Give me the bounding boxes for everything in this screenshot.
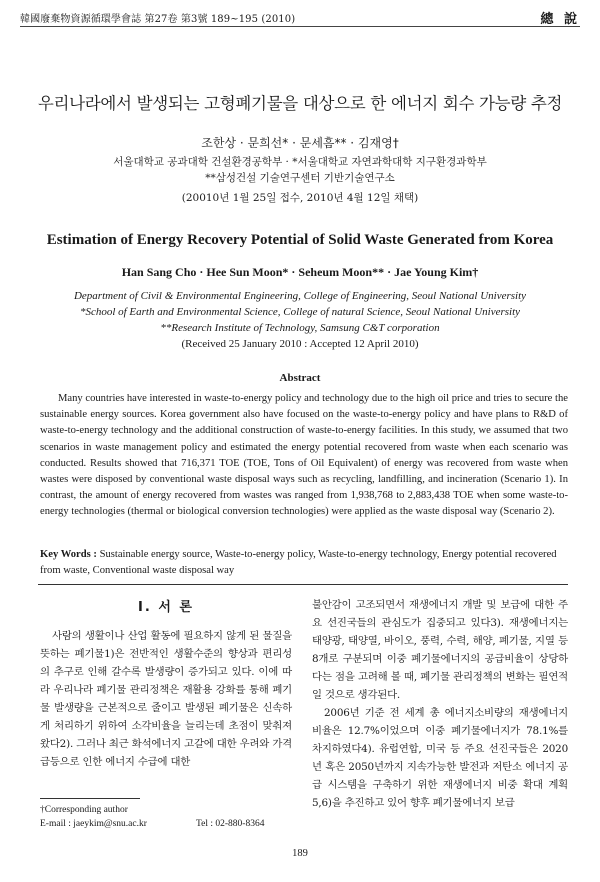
korean-title: 우리나라에서 발생되는 고형폐기물을 대상으로 한 에너지 회수 가능량 추정 — [37, 94, 563, 113]
korean-affiliation-1: 서울대학교 공과대학 건설환경공학부 · *서울대학교 자연과학대학 지구환경과학부 — [113, 156, 487, 168]
english-affiliation-3: **Research Institute of Technology, Samsung C&T corporation — [160, 322, 440, 334]
intro-paragraph-2: 불안감이 고조되면서 재생에너지 개발 및 보급에 대한 주요 선진국들의 관심도가 집중되고 있다3). 재생에너지는 태양광, 태양열, 바이오, 풍력, 수력, 해양, 폐기물, 지열 등 8개로 구분되며 이중 폐기물에너지의 공급비율이 상당하다는 점을 고려해 볼 때, 폐기물 관리정책의 변화는 필연적일 것으로 생각된다. — [312, 599, 568, 701]
korean-received-date: (20010년 1월 25일 접수, 2010년 4월 12일 채택) — [181, 192, 419, 204]
english-received-date: (Received 25 January 2010 : Accepted 12 April 2010) — [181, 338, 419, 350]
running-header — [20, 8, 580, 27]
page-number: 189 — [292, 848, 308, 859]
korean-authors: 조한상 · 문희선* · 문세흠** · 김재영† — [201, 136, 399, 150]
english-affiliation-2: *School of Earth and Environmental Science, College of natural Science, Seoul National University — [79, 306, 521, 318]
footnote-tel: Tel : 02-880-8364 — [196, 819, 265, 829]
left-column — [40, 596, 292, 771]
intro-paragraph-1: 사람의 생활이나 산업 활동에 필요하지 않게 된 물질을 뜻하는 폐기물1)은 전반적인 생활수준의 향상과 편리성의 추구로 인해 갈수록 발생량이 증가되고 있다. 이에 따라 우리나라 폐기물 관리정책은 재활용 강화를 통해 폐기물 발생량을 근본적으로 줄이고 발생된 폐기물은 신속하게 처리하기 위하여 소각비율을 늘리는데 초점이 맞춰져 왔다2). 그러나 최근 화석에너지 고갈에 대한 우려와 가격급등으로 인한 에너지 수급에 대한 — [40, 630, 292, 768]
section-heading-introduction: I. 서 론 — [138, 600, 194, 615]
english-affiliation-1: Department of Civil & Environmental Engineering, College of Engineering, Seoul National University — [73, 290, 527, 302]
keywords-text: Sustainable energy source, Waste-to-energy policy, Waste-to-energy technology, Energy potential recovered from waste, Conventional waste disposal way — [40, 549, 557, 577]
footnote-divider — [40, 798, 140, 799]
section-label: 總 說 — [540, 12, 580, 27]
keywords-label: Key Words : — [40, 549, 97, 560]
footnote-corresponding: †Corresponding author — [40, 805, 128, 815]
footnote-email: E-mail : jaeykim@snu.ac.kr — [40, 819, 147, 829]
english-authors: Han Sang Cho · Hee Sun Moon* · Seheum Moon** · Jae Young Kim† — [121, 265, 479, 279]
right-column — [312, 596, 568, 812]
journal-citation: 韓國廢棄物資源循環學會誌 第27卷 第3號 189~195 (2010) — [20, 14, 296, 25]
abstract-divider — [38, 584, 568, 585]
keywords — [40, 547, 568, 579]
english-title: Estimation of Energy Recovery Potential of Solid Waste Generated from Korea — [46, 232, 554, 248]
abstract-heading: Abstract — [279, 372, 321, 384]
intro-paragraph-3: 2006년 기준 전 세계 총 에너지소비량의 재생에너지 비율은 12.7%이었으며 이중 폐기물에너지가 78.1%를 차지하였다4). 유럽연합, 미국 등 주요 선진국들은 2020년 혹은 2050년까지 지속가능한 발전과 저탄소 에너지 공급 시스템을 구축하기 위한 재생에너지 비중 확대 계획5,6)을 추진하고 있어 향후 폐기물에너지 보급 — [312, 707, 568, 809]
korean-affiliation-2: **삼성건설 기술연구센터 기반기술연구소 — [205, 172, 395, 184]
abstract-text: Many countries have interested in waste-to-energy policy and technology due to the high oil price and tries to secure the sustainable energy sources. Korea government also have focused on the waste-to-energy policy and have plans to R&D of waste-to-energy technology and the additional construction of waste-to-energy facilities. In this study, we assumed that two scenarios in waste management policy and estimated the energy potential recovered from waste when each scenario was conducted. Results showed that 716,371 TOE (TOE, Tons of Oil Equivalent) of energy was recovered from waste when wastes were disposed by conventional waste disposal ways such as recycling, landfilling, and incineration (Scenario 1). In contrast, the amount of energy recovered from wastes was ranged from 1,938,768 to 2,883,438 TOE when some waste-to-energy technologies (thermal or biological conversion technologies) were applied as the waste disposal way (Scenario 2). — [40, 393, 568, 518]
